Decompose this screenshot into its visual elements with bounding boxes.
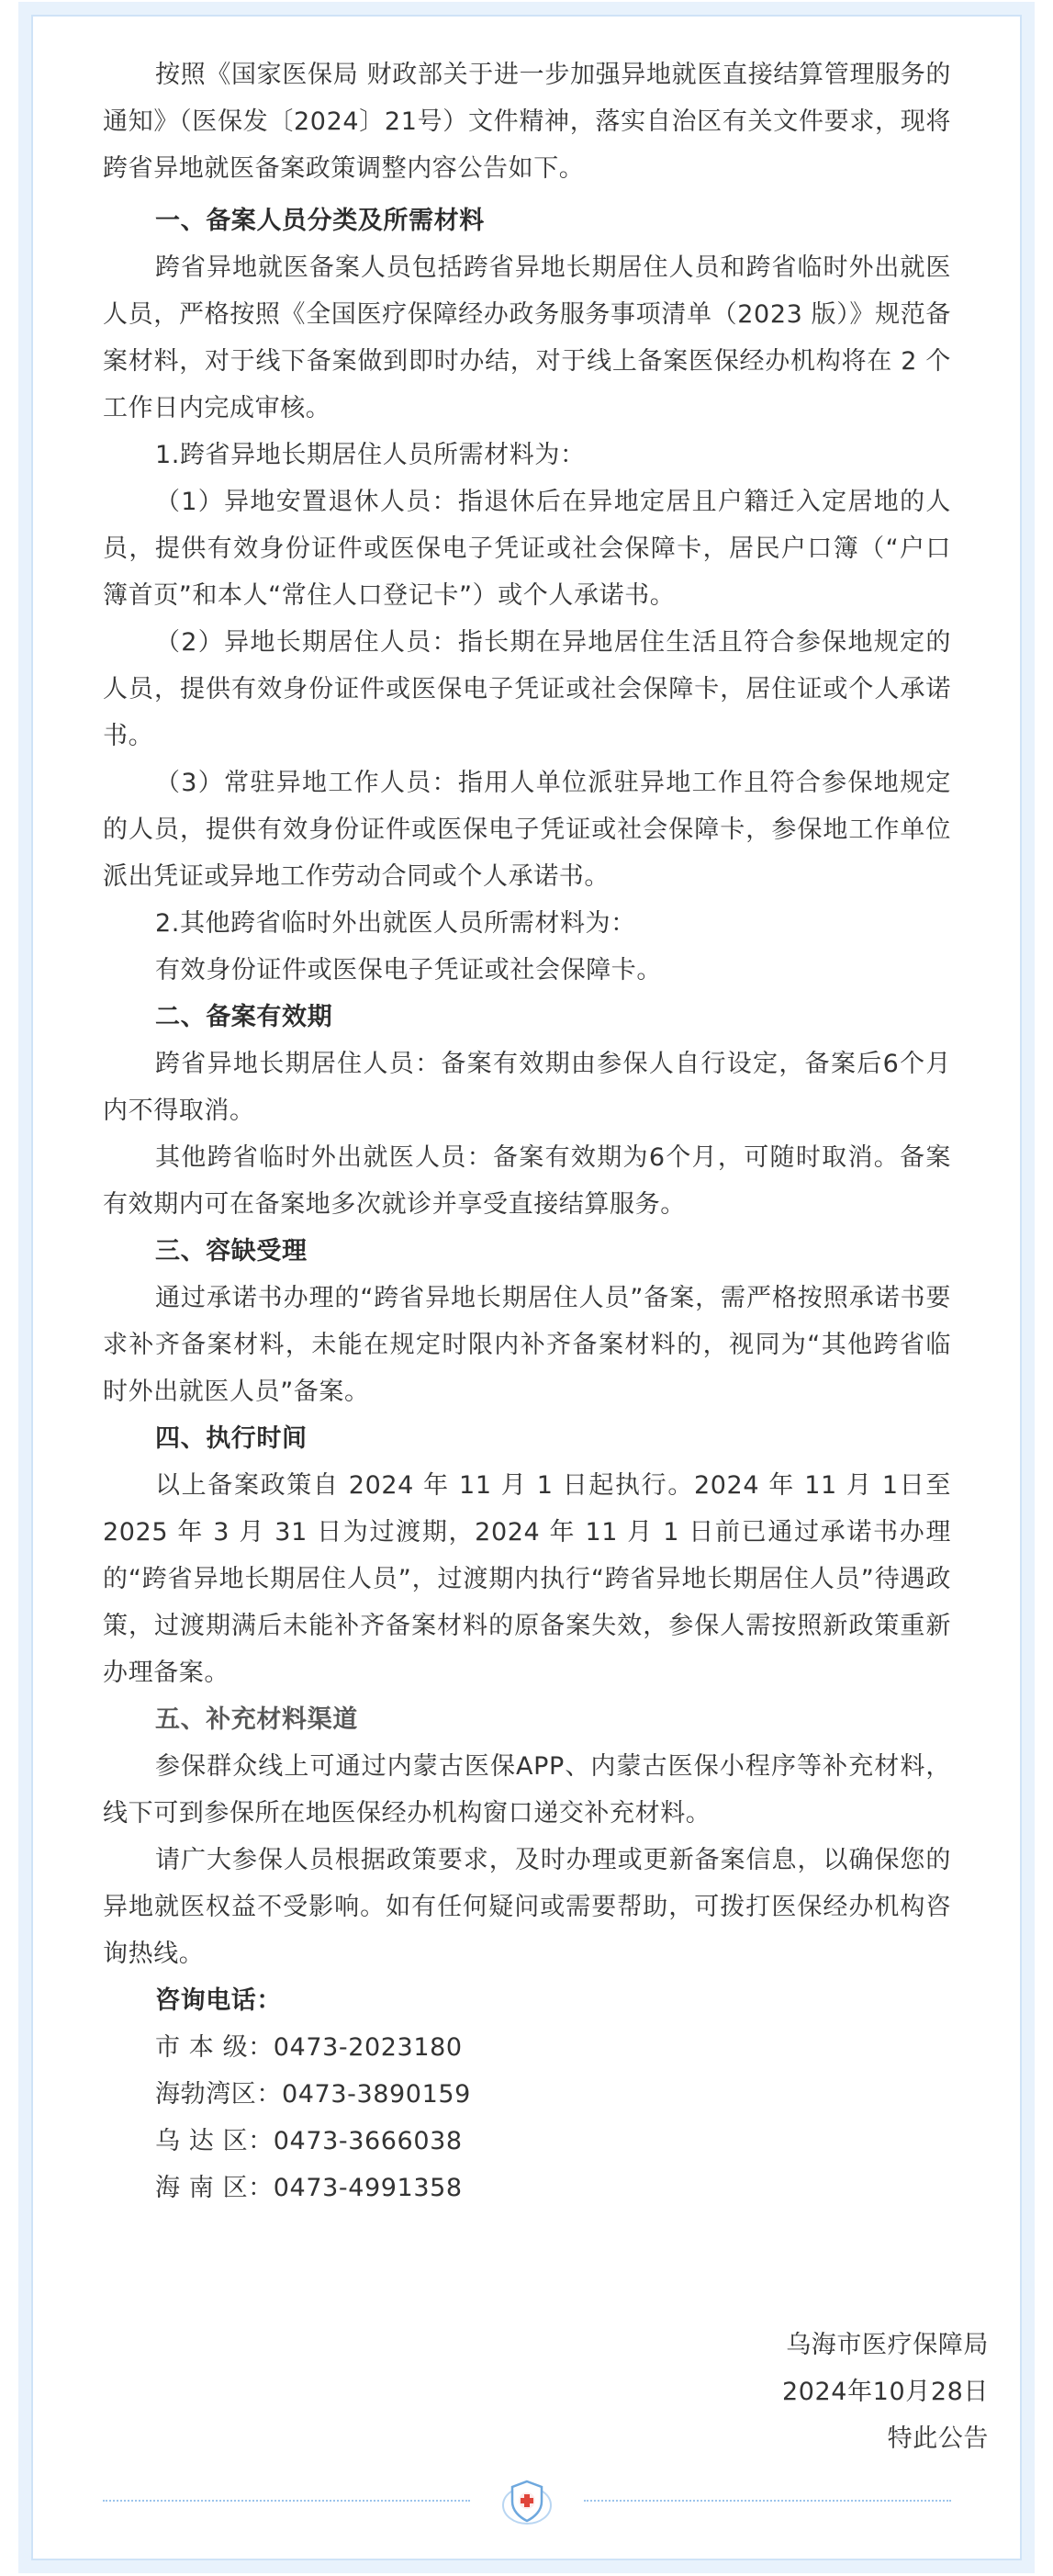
signature-org: 乌海市医疗保障局: [786, 2331, 989, 2359]
signature-date: 2024年10月28日: [781, 2378, 989, 2406]
section1-item1: （1）异地安置退休人员：指退休后在异地定居且户籍迁入定居地的人员，提供有效身份证件或医保电子凭证或社会保障卡，居民户口簿（“户口簿首页”和本人“常住人口登记卡”）或个人承诺书。: [103, 488, 951, 610]
section1-sub1-title: 1.跨省异地长期居住人员所需材料为：: [155, 441, 586, 469]
section2-heading: 二、备案有效期: [155, 1003, 333, 1031]
section5-paragraph2: 请广大参保人员根据政策要求，及时办理或更新备案信息，以确保您的异地就医权益不受影响。如有任何疑问或需要帮助，可拨打医保经办机构咨询热线。: [103, 1846, 951, 1968]
section1-item3: （3）常驻异地工作人员：指用人单位派驻异地工作且符合参保地规定的人员，提供有效身份证件或医保电子凭证或社会保障卡，参保地工作单位派出凭证或异地工作劳动合同或个人承诺书。: [103, 769, 951, 891]
signature-closing: 特此公告: [887, 2424, 989, 2453]
signature-block: [782, 2322, 989, 2462]
contact-line: 海勃湾区：0473-3890159: [155, 2080, 471, 2109]
contact-line: 市 本 级：0473-2023180: [155, 2033, 463, 2062]
section1-item2: （2）异地长期居住人员：指长期在异地居住生活且符合参保地规定的人员，提供有效身份证件或医保电子凭证或社会保障卡，居住证或个人承诺书。: [103, 628, 951, 750]
section2-paragraph1: 跨省异地长期居住人员：备案有效期由参保人自行设定，备案后6个月内不得取消。: [103, 1050, 951, 1125]
section1-paragraph: 跨省异地就医备案人员包括跨省异地长期居住人员和跨省临时外出就医人员，严格按照《全国医疗保障经办政务服务事项清单（2023 版）》规范备案材料，对于线下备案做到即时办结，对于线上备案医保经办机构将在 2 个工作日内完成审核。: [103, 253, 951, 422]
section2-paragraph2: 其他跨省临时外出就医人员：备案有效期为6个月，可随时取消。备案有效期内可在备案地多次就诊并享受直接结算服务。: [103, 1143, 951, 1219]
announcement-body: [103, 51, 951, 2211]
contact-line: 乌 达 区：0473-3666038: [155, 2127, 463, 2155]
section3-heading: 三、容缺受理: [155, 1237, 308, 1266]
section3-paragraph: 通过承诺书办理的“跨省异地长期居住人员”备案，需严格按照承诺书要求补齐备案材料，未能在规定时限内补齐备案材料的，视同为“其他跨省临时外出就医人员”备案。: [103, 1284, 951, 1406]
medical-shield-icon: [498, 2474, 556, 2529]
section1-sub2-title: 2.其他跨省临时外出就医人员所需材料为：: [155, 909, 636, 938]
section1-sub2-text: 有效身份证件或医保电子凭证或社会保障卡。: [155, 956, 662, 984]
footer-divider: [103, 2474, 951, 2529]
section1-heading: 一、备案人员分类及所需材料: [155, 207, 485, 235]
section4-heading: 四、执行时间: [155, 1424, 308, 1453]
divider-line-left: [103, 2500, 470, 2502]
contact-line: 海 南 区：0473-4991358: [155, 2174, 463, 2202]
contacts-title: 咨询电话：: [155, 1986, 282, 2015]
section4-paragraph: 以上备案政策自 2024 年 11 月 1 日起执行。2024 年 11 月 1日至 2025 年 3 月 31 日为过渡期，2024 年 11 月 1 日前已通过承诺书办理的“跨省异地长期居住人员”，过渡期内执行“跨省异地长期居住人员”待遇政策，过渡期满后未能补齐备案材料的原备案失效，参保人需按照新政策重新办理备案。: [103, 1471, 951, 1687]
intro-paragraph: 按照《国家医保局 财政部关于进一步加强异地就医直接结算管理服务的通知》（医保发〔2024〕21号）文件精神，落实自治区有关文件要求，现将跨省异地就医备案政策调整内容公告如下。: [103, 61, 951, 183]
section5-heading: 五、补充材料渠道: [155, 1705, 358, 1734]
divider-line-right: [584, 2500, 951, 2502]
section5-paragraph1: 参保群众线上可通过内蒙古医保APP、内蒙古医保小程序等补充材料，线下可到参保所在地医保经办机构窗口递交补充材料。: [103, 1752, 951, 1828]
